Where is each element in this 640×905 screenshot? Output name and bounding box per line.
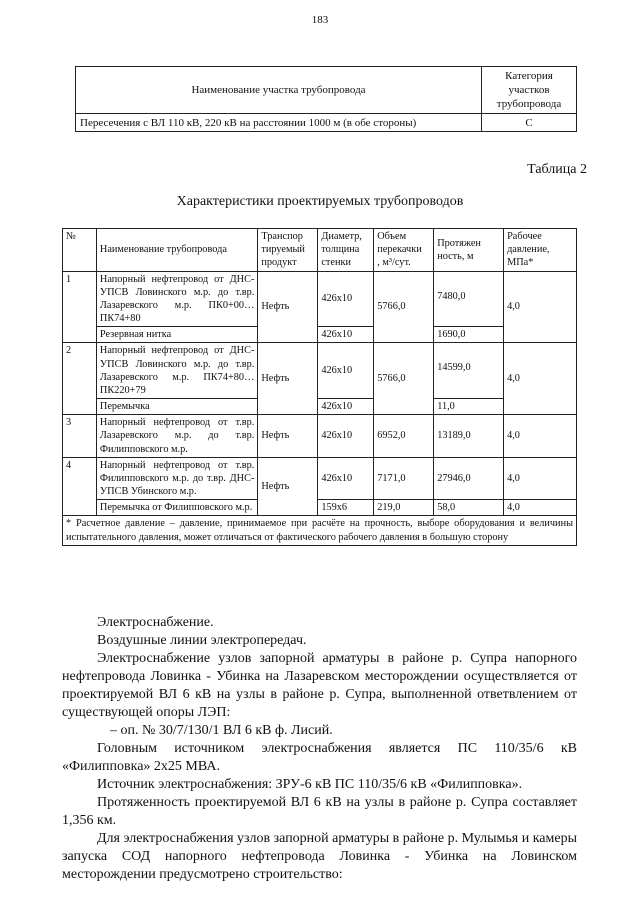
table-title: Характеристики проектируемых трубопроводов — [176, 194, 464, 209]
body-text — [62, 614, 577, 884]
cell-name: Напорный нефтепровод от ДНС-УПСВ Ловинского м.р. до т.вр. Лазаревского м.р. ПК74+80…ПК220+79 — [96, 343, 257, 399]
table-row — [63, 343, 577, 399]
paragraph: Головным источником электроснабжения является ПС 110/35/6 кВ «Филипповка» 2х25 МВА. — [62, 741, 577, 774]
table-row — [63, 415, 577, 458]
cell-pressure: 4,0 — [504, 271, 577, 343]
cell-product: Нефть — [258, 271, 318, 343]
header-section-name: Наименование участка трубопровода — [76, 67, 482, 114]
cell-diameter: 426x10 — [318, 343, 374, 399]
list-item: – оп. № 30/7/130/1 ВЛ 6 кВ ф. Лисий. — [110, 723, 333, 738]
cell-length: 58,0 — [434, 500, 504, 516]
paragraph: Для электроснабжения узлов запорной арматуры в районе р. Мулымья и камеры запуска СОД напорного нефтепровода Ловинка - Убинка на Ловинском месторождении предусмотрено строительство: — [62, 831, 577, 882]
header-product: Транспор тируемый продукт — [258, 229, 318, 272]
cell-diameter: 426x10 — [318, 327, 374, 343]
cell-num: 3 — [63, 415, 97, 458]
table-row — [63, 500, 577, 516]
cell-product: Нефть — [258, 457, 318, 516]
cell-name: Перемычка — [96, 399, 257, 415]
cell-volume: 219,0 — [374, 500, 434, 516]
header-volume: Объем перекачки , м³/сут. — [374, 229, 434, 272]
cell-volume: 5766,0 — [374, 271, 434, 343]
paragraph: Электроснабжение узлов запорной арматуры в районе р. Супра напорного нефтепровода Ловинка - Убинка на Лазаревском месторождении осуществляется от проектируемой ВЛ 6 кВ на узлы в районе р. Супра, выполненной ответвлением от существующей опоры ЛЭП: — [62, 651, 577, 720]
cell-length: 13189,0 — [434, 415, 504, 458]
cell-length: 14599,0 — [434, 343, 504, 399]
table-footnote-row — [63, 516, 577, 546]
cell-length: 27946,0 — [434, 457, 504, 500]
table-row — [63, 327, 577, 343]
table-label: Таблица 2 — [527, 162, 587, 177]
cell-volume: 6952,0 — [374, 415, 434, 458]
cell-num: 1 — [63, 271, 97, 343]
cell-name: Напорный нефтепровод от т.вр. Филипповского м.р. до т.вр. ДНС-УПСВ Убинского м.р. — [96, 457, 257, 500]
header-num: № — [63, 229, 97, 272]
paragraph: Воздушные линии электропередач. — [97, 633, 307, 648]
table-header-row — [63, 229, 577, 272]
header-pressure: Рабочее давление, МПа* — [504, 229, 577, 272]
cell-diameter: 426x10 — [318, 271, 374, 327]
header-length: Протяжен ность, м — [434, 229, 504, 272]
cell-volume: 7171,0 — [374, 457, 434, 500]
cell-diameter: 159x6 — [318, 500, 374, 516]
header-diameter: Диаметр, толщина стенки — [318, 229, 374, 272]
table-row — [76, 114, 577, 132]
crossing-category-table — [75, 66, 577, 132]
cell-pressure: 4,0 — [504, 343, 577, 415]
cell-name: Напорный нефтепровод от ДНС-УПСВ Ловинского м.р. до т.вр. Лазаревского м.р. ПК0+00…ПК74+80 — [96, 271, 257, 327]
cell-diameter: 426x10 — [318, 399, 374, 415]
cell-length: 7480,0 — [434, 271, 504, 327]
paragraph: Источник электроснабжения: ЗРУ-6 кВ ПС 110/35/6 кВ «Филипповка». — [97, 777, 523, 792]
cell-length: 11,0 — [434, 399, 504, 415]
paragraph: Протяженность проектируемой ВЛ 6 кВ на узлы в районе р. Супра составляет 1,356 км. — [62, 795, 577, 828]
cell-pressure: 4,0 — [504, 415, 577, 458]
pressure-footnote: * Расчетное давление – давление, принимаемое при расчёте на прочность, выборе оборудования и величины испытательного давления, может отличаться от фактического рабочего давления в большую сторону — [63, 516, 577, 546]
cell-num: 2 — [63, 343, 97, 415]
cell-product: Нефть — [258, 343, 318, 415]
pipelines-table — [62, 228, 577, 546]
cell-category: С — [482, 114, 577, 132]
header-category: Категория участков трубопровода — [482, 67, 577, 114]
table-header-row — [76, 67, 577, 114]
page-number: 183 — [311, 14, 329, 26]
table-row — [63, 271, 577, 327]
table-row — [63, 457, 577, 500]
cell-diameter: 426x10 — [318, 457, 374, 500]
table-row — [63, 399, 577, 415]
header-name: Наименование трубопровода — [96, 229, 257, 272]
cell-name: Напорный нефтепровод от т.вр. Лазаревского м.р. до т.вр. Филипповского м.р. — [96, 415, 257, 458]
cell-section-name: Пересечения с ВЛ 110 кВ, 220 кВ на расстоянии 1000 м (в обе стороны) — [76, 114, 482, 132]
cell-product: Нефть — [258, 415, 318, 458]
cell-diameter: 426x10 — [318, 415, 374, 458]
cell-length: 1690,0 — [434, 327, 504, 343]
cell-name: Перемычка от Филипповского м.р. — [96, 500, 257, 516]
cell-pressure: 4,0 — [504, 500, 577, 516]
cell-num: 4 — [63, 457, 97, 516]
cell-volume: 5766,0 — [374, 343, 434, 415]
cell-name: Резервная нитка — [96, 327, 257, 343]
cell-pressure: 4,0 — [504, 457, 577, 500]
paragraph: Электроснабжение. — [97, 615, 214, 630]
